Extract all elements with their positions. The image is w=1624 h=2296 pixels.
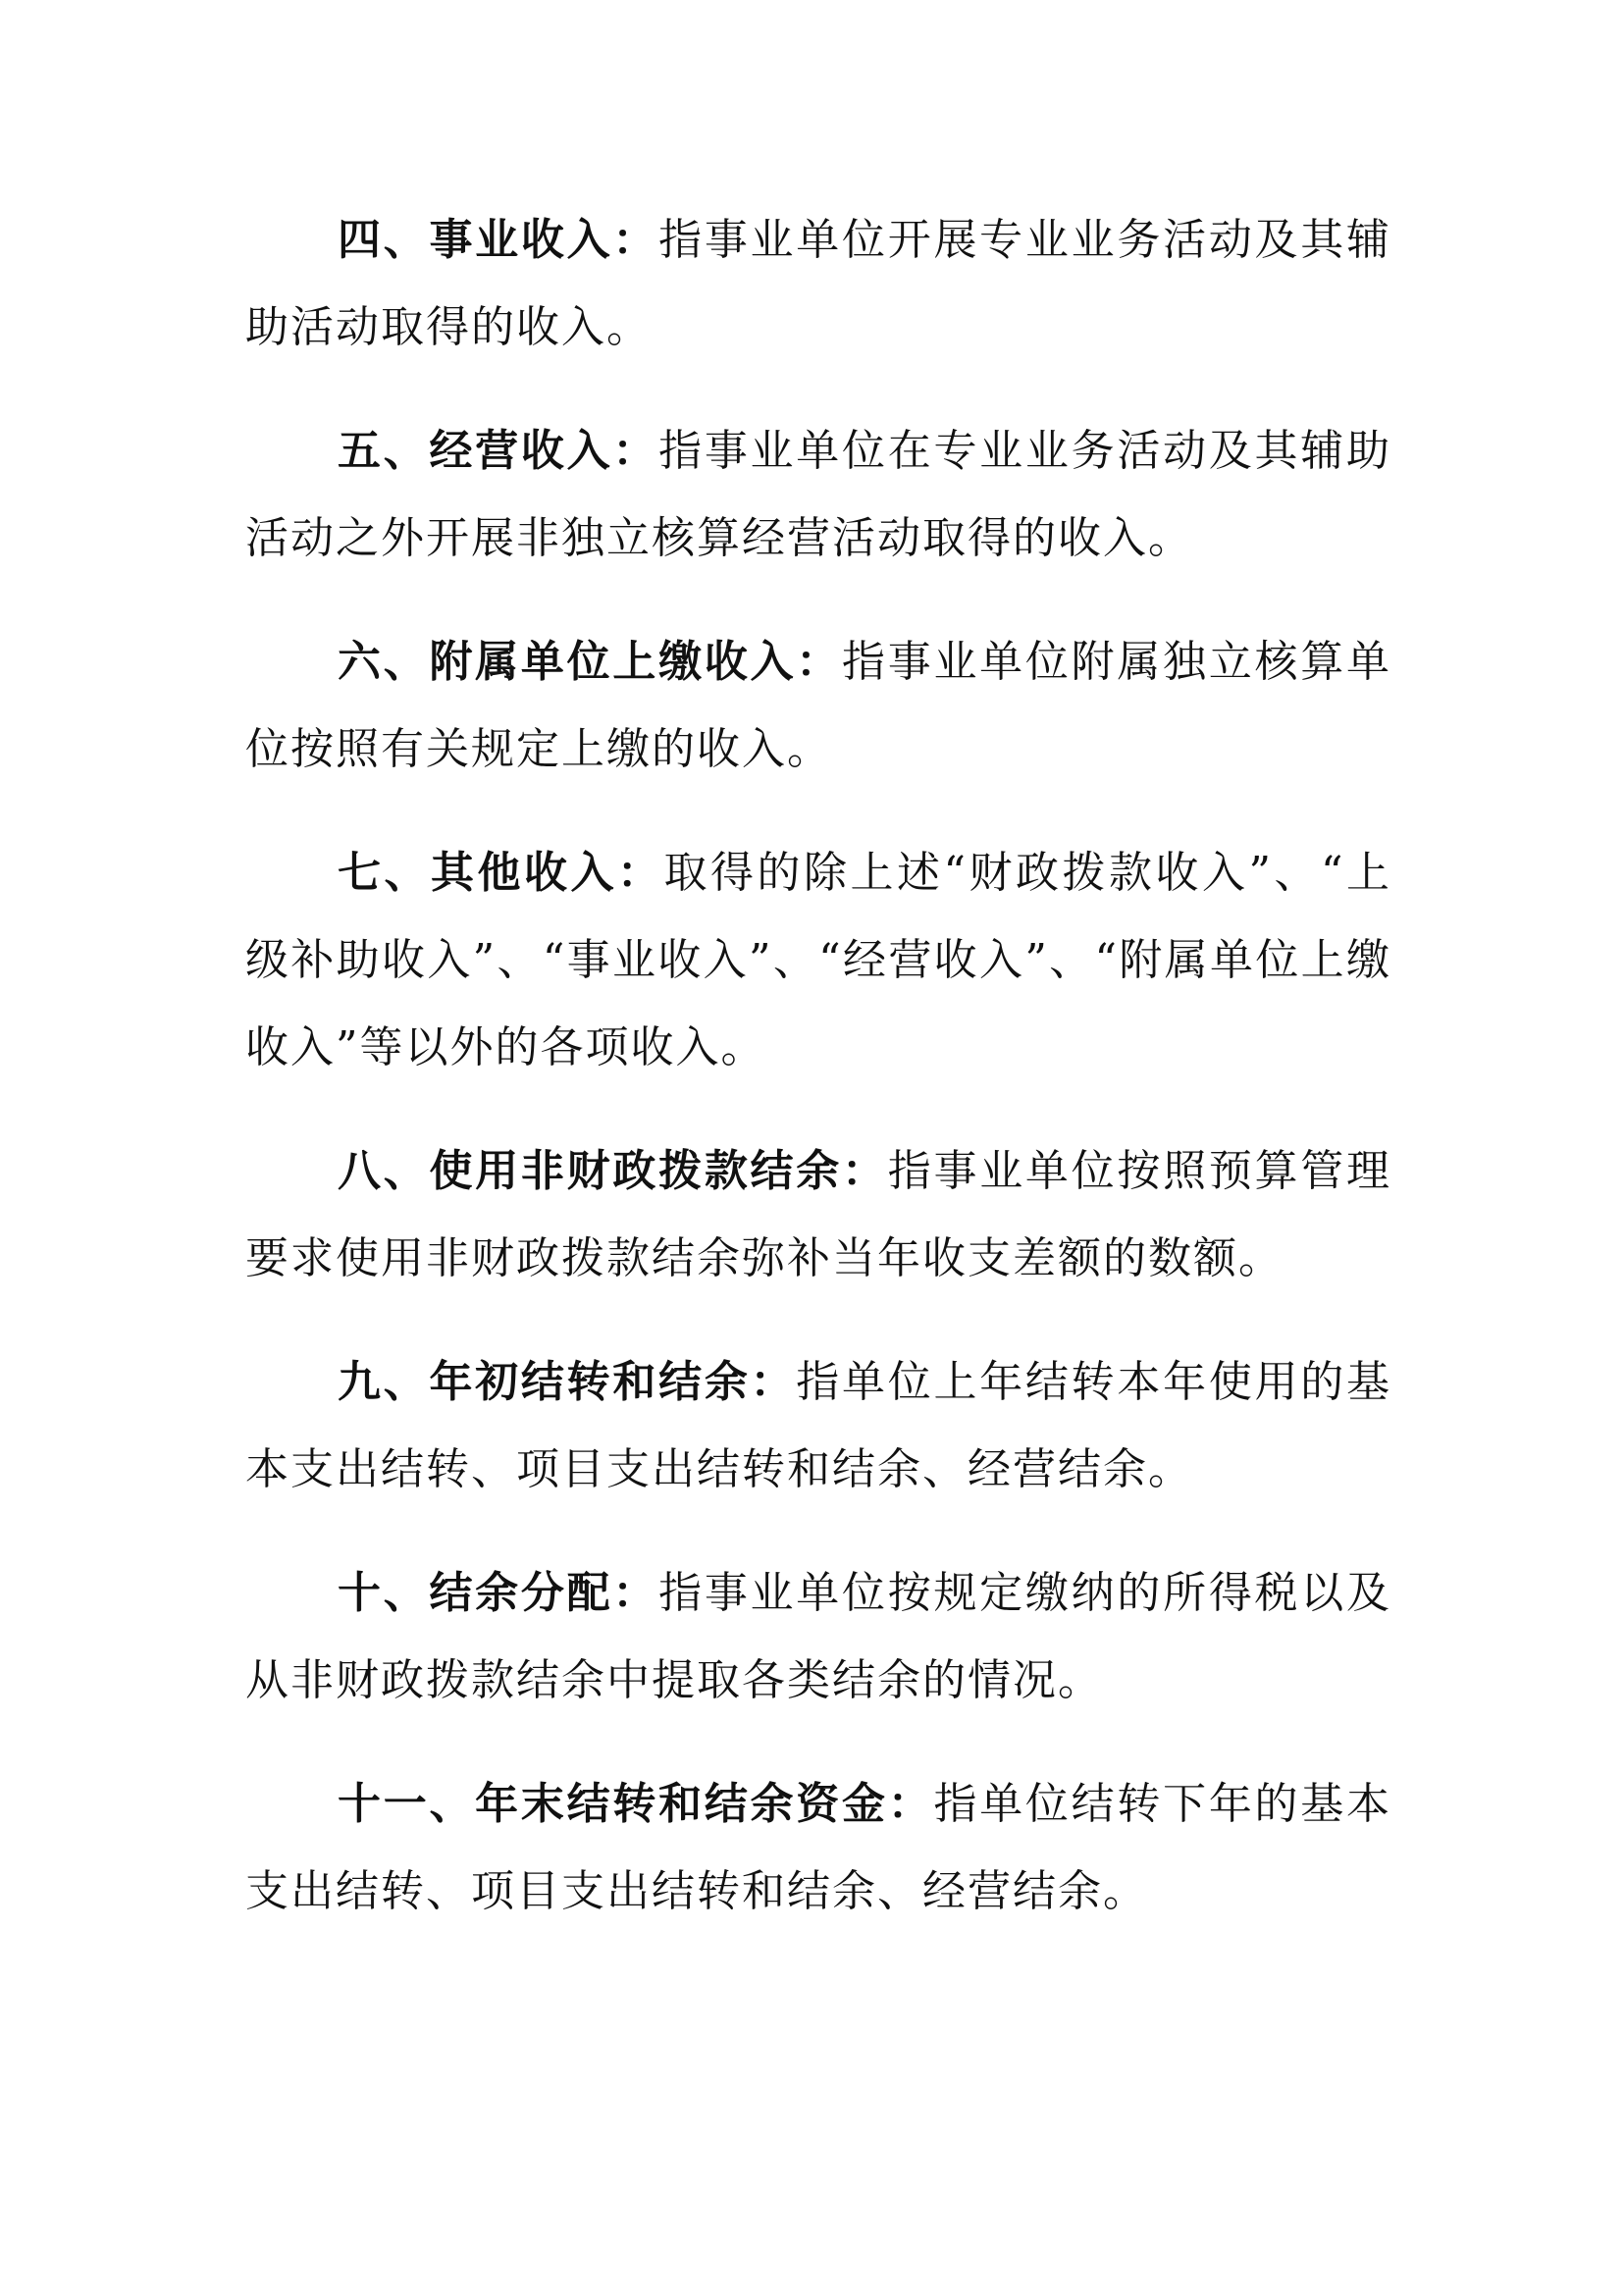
- paragraph-opening-carryover: [245, 1338, 1391, 1513]
- paragraph-surplus-distribution: [245, 1549, 1391, 1724]
- term-heading: 十一、年末结转和结余资金：: [338, 1779, 934, 1829]
- paragraph-other-income: [245, 829, 1391, 1091]
- term-definition: 指单位上年结转本年使用的基本支出结转、项目支出结转和结余、经营结余。: [245, 1357, 1392, 1494]
- term-heading: 六、附属单位上缴收入：: [338, 637, 842, 687]
- paragraph-business-income: [245, 196, 1391, 371]
- term-heading: 八、使用非财政拨款结余：: [338, 1146, 888, 1196]
- term-definition: 指事业单位按规定缴纳的所得税以及从非财政拨款结余中提取各类结余的情况。: [245, 1568, 1392, 1705]
- term-heading: 四、事业收入：: [338, 215, 659, 265]
- term-definition: 指事业单位按照预算管理要求使用非财政拨款结余弥补当年收支差额的数额。: [245, 1146, 1392, 1283]
- term-definition: 指事业单位附属独立核算单位按照有关规定上缴的收入。: [245, 637, 1391, 774]
- term-definition: 指单位结转下年的基本支出结转、项目支出结转和结余、经营结余。: [245, 1779, 1392, 1916]
- term-heading: 五、经营收入：: [338, 426, 659, 476]
- paragraph-non-fiscal-surplus-use: [245, 1127, 1391, 1302]
- term-heading: 七、其他收入：: [338, 848, 664, 898]
- term-definition: 指事业单位开展专业业务活动及其辅助活动取得的收入。: [245, 215, 1392, 352]
- term-heading: 九、年初结转和结余：: [338, 1357, 797, 1407]
- paragraph-operating-income: [245, 407, 1391, 582]
- paragraph-closing-carryover: [245, 1760, 1391, 1935]
- paragraph-subsidiary-remittance: [245, 618, 1391, 793]
- term-definition: 指事业单位在专业业务活动及其辅助活动之外开展非独立核算经营活动取得的收入。: [245, 426, 1392, 563]
- term-definition: 取得的除上述“财政拨款收入”、“上级补助收入”、“事业收入”、“经营收入”、“附属单位上缴收入”等以外的各项收入。: [245, 848, 1392, 1072]
- term-heading: 十、结余分配：: [338, 1568, 659, 1618]
- document-body: [245, 196, 1391, 1971]
